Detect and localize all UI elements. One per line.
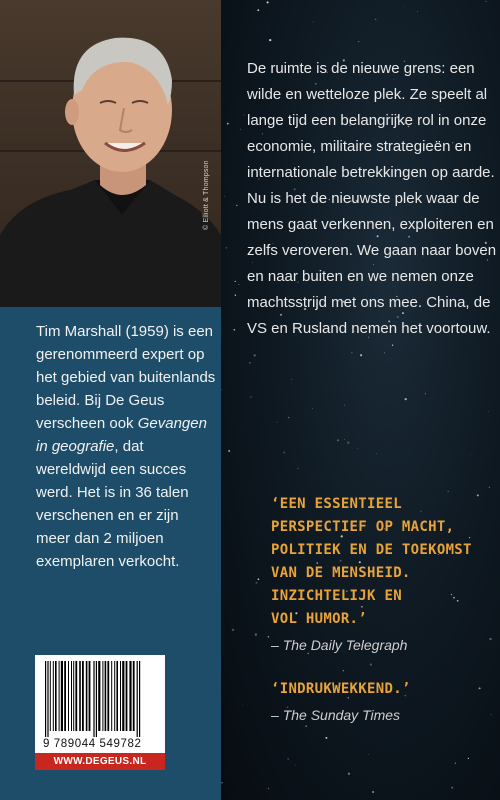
star-dot [233, 329, 235, 331]
barcode-bar [75, 661, 77, 731]
barcode-bar [64, 661, 66, 731]
barcode-bar [68, 661, 69, 731]
barcode-bar [55, 661, 57, 731]
star-dot [242, 705, 243, 706]
barcode-bar [98, 661, 100, 731]
star-dot [303, 799, 304, 800]
barcode-bar [71, 661, 72, 731]
barcode-bar [53, 661, 54, 731]
quote-dash: – [271, 637, 283, 653]
star-dot [288, 758, 289, 759]
star-dot [291, 379, 292, 380]
barcode-bar [116, 661, 118, 731]
star-dot [221, 389, 222, 390]
barcode-bar [50, 661, 51, 731]
quote-text [271, 678, 500, 701]
star-dot [372, 791, 374, 793]
star-dot [224, 196, 225, 197]
star-dot [325, 737, 327, 739]
star-dot [267, 1, 269, 3]
star-dot [488, 411, 489, 412]
star-dot [283, 452, 285, 454]
barcode-bar [137, 661, 138, 737]
star-dot [405, 398, 407, 400]
quote-source-name: The Daily Telegraph [282, 637, 408, 653]
publisher-website: WWW.DEGEUS.NL [35, 753, 165, 770]
star-dot [268, 30, 269, 31]
star-dot [257, 9, 259, 11]
barcode-bar [133, 661, 135, 731]
star-dot [368, 754, 369, 755]
author-portrait-icon [0, 0, 221, 307]
star-dot [295, 765, 296, 766]
barcode-bar [73, 661, 74, 731]
star-dot [360, 354, 362, 356]
star-dot [468, 758, 469, 759]
star-dot [221, 782, 223, 784]
star-dot [269, 39, 271, 41]
quote-line: INZICHTELIJK EN [271, 588, 402, 604]
right-panel [221, 0, 500, 800]
photo-credit: © Elliott & Thompson [203, 160, 210, 230]
left-panel [0, 0, 221, 800]
barcode-bar [139, 661, 140, 737]
bio-text-part1: Tim Marshall (1959) is een gerenommeerd expert op het gebied van buitenlands beleid. Bij De Geus verscheen ook [36, 323, 216, 432]
star-dot [451, 787, 453, 789]
star-dot [347, 442, 349, 444]
star-dot [276, 422, 277, 423]
star-dot [376, 453, 377, 454]
star-dot [235, 294, 236, 295]
star-dot [403, 6, 404, 7]
barcode-bar [86, 661, 88, 731]
barcode-bar [126, 661, 128, 731]
star-dot [240, 129, 241, 130]
barcode-bar [47, 661, 48, 737]
quote-line: ‘EEN ESSENTIEEL [271, 496, 402, 512]
star-dot [298, 468, 299, 469]
barcode-bar [89, 661, 91, 731]
star-dot [228, 450, 230, 452]
star-dot [348, 773, 350, 775]
barcode-bar [93, 661, 94, 737]
star-dot [227, 123, 229, 125]
barcode-bar [129, 661, 131, 731]
quote-line: POLITIEK EN DE TOEKOMST [271, 542, 472, 558]
star-dot [254, 354, 256, 356]
star-dot [375, 19, 376, 20]
barcode-icon [41, 661, 159, 737]
star-dot [255, 633, 257, 635]
barcode-bar [45, 661, 46, 737]
star-dot [455, 762, 456, 763]
star-dot [344, 439, 345, 440]
quote-line: VOL HUMOR.’ [271, 611, 368, 627]
barcode-bar [59, 661, 60, 731]
star-dot [351, 352, 352, 353]
barcode-bar [79, 661, 81, 731]
star-dot [417, 11, 418, 12]
star-dot [337, 439, 339, 441]
quote-line: VAN DE MENSHEID. [271, 565, 411, 581]
barcode-box [35, 655, 165, 770]
star-dot [358, 41, 359, 42]
barcode-bar [96, 661, 97, 737]
star-dot [288, 417, 290, 419]
star-dot [470, 454, 471, 455]
star-dot [238, 284, 239, 285]
barcode-bar [122, 661, 124, 731]
quote-line: PERSPECTIEF OP MACHT, [271, 519, 455, 535]
bio-text-part2: , dat wereldwijd een succes werd. Het is in 36 talen verschenen en er zijn meer dan 2 miljoen exemplaren verkocht. [36, 438, 189, 570]
bio-book-title: Gevangen in geografie [36, 415, 207, 455]
star-dot [250, 396, 251, 397]
review-quote-2 [271, 678, 500, 726]
star-dot [258, 578, 260, 580]
quote-text [271, 493, 500, 631]
isbn-number: 9 789044 549782 [43, 738, 142, 750]
star-dot [268, 636, 270, 638]
star-dot [344, 405, 345, 406]
barcode-bar [120, 661, 121, 731]
star-dot [357, 448, 358, 449]
star-dot [236, 205, 238, 207]
star-dot [313, 22, 314, 23]
star-dot [235, 281, 236, 282]
star-dot [226, 247, 228, 249]
quote-source [271, 634, 500, 656]
barcode-bar [114, 661, 115, 731]
star-dot [255, 582, 257, 584]
author-photo [0, 0, 221, 307]
star-dot [268, 788, 269, 789]
barcode-bar [111, 661, 112, 731]
star-dot [425, 393, 426, 394]
author-bio [36, 320, 216, 573]
star-dot [392, 344, 393, 345]
review-quote-1 [271, 493, 500, 656]
star-dot [232, 629, 234, 631]
star-dot [489, 487, 490, 488]
quote-line: ‘INDRUKWEKKEND.’ [271, 681, 411, 697]
quote-source-name: The Sunday Times [282, 707, 401, 723]
review-quotes [271, 493, 500, 726]
barcode-bar [82, 661, 84, 731]
star-dot [249, 362, 251, 364]
quote-dash: – [271, 707, 283, 723]
barcode-bar [105, 661, 107, 731]
star-dot [243, 115, 244, 116]
barcode-bar [107, 661, 109, 731]
barcode-bar [102, 661, 103, 731]
book-blurb: De ruimte is de nieuwe grens: een wilde en wetteloze plek. Ze speelt al lange tijd een belangrijke rol in onze economie, militaire strategieën en internationale betrekkingen op aarde. Nu is het de nieuwste plek waar de mens gaat verkennen, exploiteren en zelfs veroveren. We gaan naar boven en naar buiten en we nemen onze machtsstrijd met ons mee. China, de VS en Rusland nemen het voortouw. [247, 60, 497, 337]
quote-source [271, 704, 500, 726]
star-dot [312, 408, 313, 409]
star-dot [447, 491, 449, 493]
star-dot [384, 353, 385, 354]
star-dot [485, 1, 486, 2]
barcode-bar [61, 661, 63, 731]
